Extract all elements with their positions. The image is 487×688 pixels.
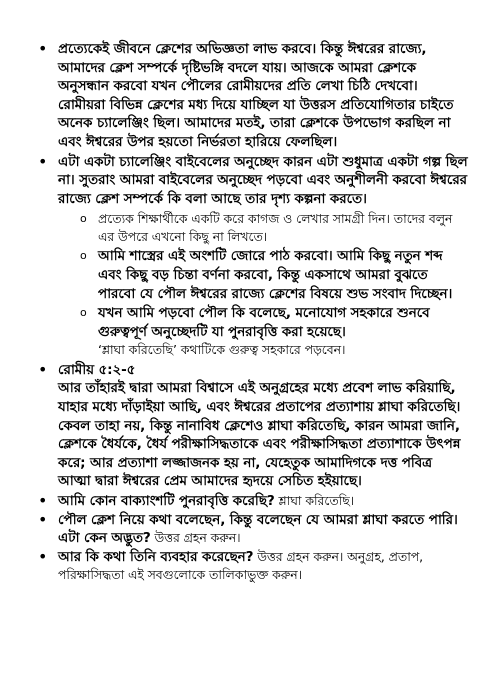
bullet-icon: • [38,509,48,529]
bullet-icon: • [38,359,48,379]
sub-list-item [80,210,468,246]
sub-list-item [80,247,468,303]
circle-bullet-icon: o [80,212,87,226]
sub-list [58,210,468,358]
answer-text: শ্লাঘা করিতেছি। [274,492,355,508]
bullet-icon: • [38,490,48,510]
instruction-text: ‘শ্লাঘা করিতেছি’ কথাটিকে গুরুত্ব সহকারে পড়বেন। [98,342,346,358]
bullet-icon: • [38,39,48,58]
script-text: আমি শাস্ত্রের এই অংশটি জোরে পাঠ করবো। আমি কিছু নতুন শব্দ এবং কিছু বড় চিন্তা বর্ণনা করবো, কিন্তু একসাথে আমরা বুঝতে পারবো যে পৌল ঈশ্বরের রাজ্যে ক্লেশের বিষয়ে শুভ সংবাদ দিচ্ছেন। [98,248,453,302]
bullet-icon: • [38,151,48,171]
scripture-reference: রোমীয় ৫:২-৫ [58,361,136,378]
circle-bullet-icon: o [80,249,87,263]
list-item [38,359,468,491]
bullet-list [38,39,468,584]
scripture-text: আর তাঁহারই দ্বারা আমরা বিশ্বাসে এই অনুগ্রহের মধ্যে প্রবেশ লাভ করিয়াছি, যাহার মধ্যে দাঁড়াইয়া আছি, এবং ঈশ্বরের প্রতাপের প্রত্যাশায় শ্লাঘা করিতেছি। কেবল তাহা নয়, কিন্তু নানাবিধ ক্লেশেও শ্লাঘা করিতেছি, কারন আমরা জানি, ক্লেশকে ধৈর্যকে, ধৈর্য পরীক্ষাসিদ্ধতাকে এবং পরীক্ষাসিদ্ধতা প্রত্যাশাকে উৎপন্ন করে; আর প্রত্যাশা লজ্জাজনক হয় না, যেহেতুক আমাদিগকে দত্ত পবিত্র আত্মা দ্বারা ঈশ্বরের প্রেম আমাদের হৃদয়ে সেচিত হইয়াছে। [58,380,461,490]
circle-bullet-icon: o [80,306,87,320]
sub-list-item [80,304,468,359]
bullet-icon: • [38,546,48,566]
instruction-text: প্রত্যেক শিক্ষার্থীকে একটি করে কাগজ ও লেখার সামগ্রী দিন। তাদের বলুন এর উপরে এখনো কিছু না লিখতে। [98,211,453,245]
answer-text: উত্তর গ্রহন করুন। [150,530,241,546]
list-item [38,39,468,152]
list-item [38,490,468,511]
script-text: যখন আমি পড়বো পৌল কি বলেছে, মনোযোগ সহকারে শুনবে গুরুত্বপূর্ণ অনুচ্ছেদটি যা পুনরাবৃত্তি করা হয়েছে। [98,305,430,340]
paragraph-text: এটা একটা চ্যালেঞ্জিং বাইবেলের অনুচ্ছেদ কারন এটা শুধুমাত্র একটা গল্প ছিল না। সুতরাং আমরা বাইবেলের অনুচ্ছেদ পড়বো এবং অনুশীলনী করবো ঈশ্বরের রাজ্যে ক্লেশ সম্পর্কে কি বলা আছে তার দৃশ্য কল্পনা করতে। [58,153,468,207]
paragraph-text: প্রত্যেকেই জীবনে ক্লেশের অভিজ্ঞতা লাভ করবে। কিন্তু ঈশ্বরের রাজ্যে, আমাদের ক্লেশ সম্পর্কে দৃষ্টিভঙ্গি বদলে যায়। আজকে আমরা ক্লেশকে অনুসন্ধান করবো যখন পৌলের রোমীয়দের প্রতি লেখা চিঠি দেখবো। রোমীয়রা বিভিন্ন ক্লেশের মধ্য দিয়ে যাচ্ছিল যা উত্তরস প্রতিযোগিতার চাইতে অনেক চ্যালেঞ্জিং ছিল। আমাদের মতই, তারা ক্লেশকে উপভোগ করছিল না এবং ঈশ্বরের উপর হয়তো নির্ভরতা হারিয়ে ফেলছিল। [58,41,454,150]
list-item [38,509,468,548]
list-item [38,546,468,585]
question-text: আমি কোন বাক্যাংশটি পুনরাবৃত্তি করেছি? [58,492,275,509]
answer-text: উত্তর গ্রহন করুন। অনুগ্রহ, প্রতাপ, পরিক্ষাসিদ্ধতা এই সবগুলোকে তালিকাভুক্ত করুন। [58,548,424,583]
question-text: পৌল ক্লেশ নিয়ে কথা বলেছেন, কিন্তু বলেছেন যে আমরা শ্লাঘা করতে পারি। এটা কেন অদ্ভুত? [58,511,458,547]
question-text: আর কি কথা তিনি ব্যবহার করেছেন? [58,548,254,565]
list-item [38,151,468,359]
